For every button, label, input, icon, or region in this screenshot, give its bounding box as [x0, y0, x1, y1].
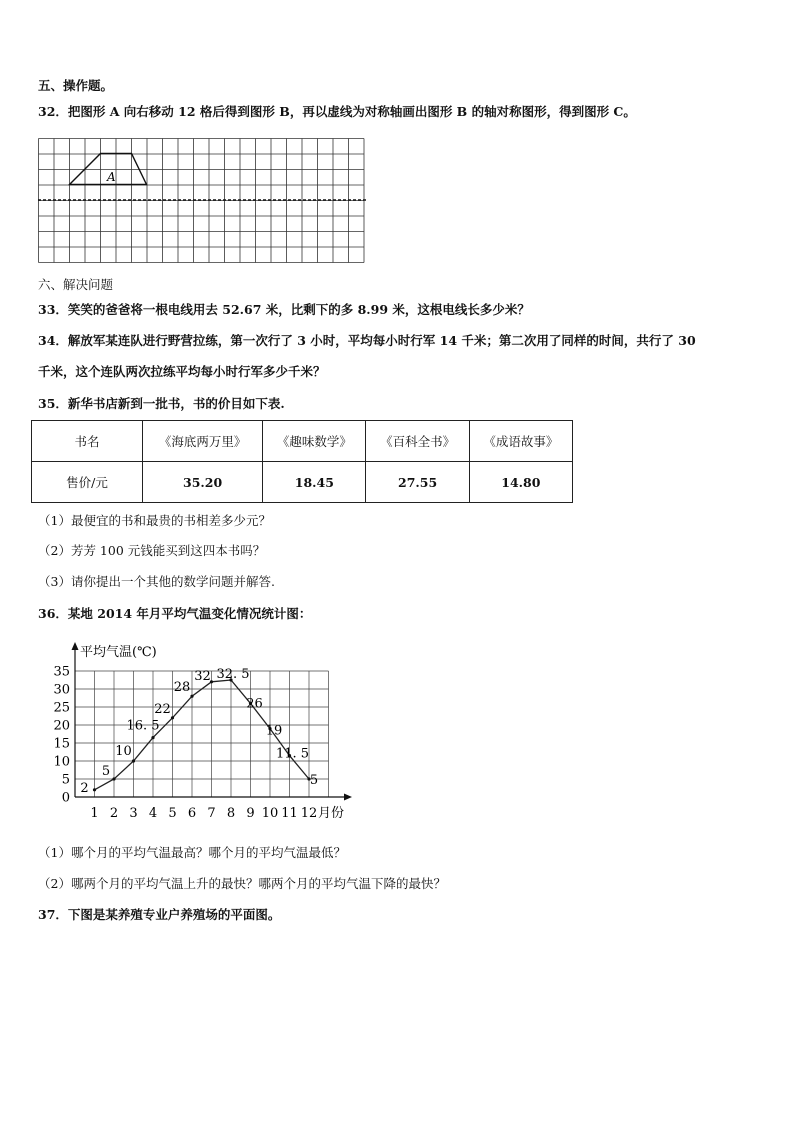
- shape-a-label: A: [107, 170, 116, 184]
- question-36-sub-1: （1）哪个月的平均气温最高？哪个月的平均气温最低？: [38, 845, 346, 860]
- question-35-sub-2: （2）芳芳 100 元钱能买到这四本书吗？: [38, 543, 266, 558]
- x-tick-label: 8: [226, 806, 236, 821]
- question-35-sub-3: （3）请你提出一个其他的数学问题并解答.: [38, 574, 275, 589]
- y-tick-label: 0: [61, 790, 70, 806]
- data-label: 5: [101, 764, 111, 779]
- y-tick-label: 20: [53, 718, 70, 734]
- question-35-sub-1: （1）最便宜的书和最贵的书相差多少元？: [38, 513, 271, 528]
- book-price-table: [31, 420, 573, 503]
- question-36-sub-2: （2）哪两个月的平均气温上升的最快？哪两个月的平均气温下降的最快？: [38, 876, 446, 891]
- data-label: 2: [80, 780, 89, 796]
- table-row: [32, 421, 573, 462]
- x-tick-label: 10: [261, 806, 279, 821]
- data-point: [190, 695, 193, 698]
- x-tick-label: 4: [148, 806, 158, 821]
- data-label: 19: [265, 723, 283, 739]
- x-tick-label: 11: [281, 806, 298, 821]
- y-tick-label: 35: [53, 664, 70, 680]
- data-point: [132, 759, 135, 762]
- temperature-line-chart: [38, 636, 360, 826]
- data-point: [93, 788, 96, 791]
- data-label: 16. 5: [126, 718, 160, 734]
- question-34-line-1: 34．解放军某连队进行野营拉练，第一次行了 3 小时，平均每小时行军 14 千米；第二次用了同样的时间，共行了 30: [38, 333, 696, 348]
- data-label: 32: [194, 668, 211, 684]
- x-tick-label: 1: [90, 806, 99, 821]
- header-label-cell: 书名: [32, 421, 143, 462]
- price-cell: 27.55: [366, 462, 469, 503]
- price-cell: 35.20: [143, 462, 263, 503]
- q32-grid-figure: [38, 138, 366, 263]
- y-tick-label: 30: [53, 682, 70, 698]
- price-cell: 14.80: [469, 462, 572, 503]
- table-row: [32, 462, 573, 503]
- question-34-line-2: 千米，这个连队两次拉练平均每小时行军多少千米？: [38, 364, 326, 379]
- y-tick-label: 25: [53, 700, 70, 716]
- y-tick-label: 10: [53, 754, 70, 770]
- data-label: 5: [309, 773, 319, 788]
- data-point: [151, 736, 154, 739]
- price-cell: 18.45: [263, 462, 366, 503]
- question-37-text: 37．下图是某养殖专业户养殖场的平面图。: [38, 907, 281, 922]
- data-label: 26: [246, 696, 263, 712]
- x-tick-label: 3: [129, 806, 138, 821]
- x-axis-label: 月份: [318, 806, 345, 821]
- x-tick-label: 6: [187, 806, 197, 821]
- book-name-cell: 《成语故事》: [469, 421, 572, 462]
- x-tick-label: 5: [168, 806, 177, 821]
- x-tick-label: 9: [246, 806, 255, 821]
- data-label: 28: [173, 680, 191, 696]
- x-tick-label: 2: [109, 806, 119, 821]
- price-label-cell: 售价/元: [32, 462, 143, 503]
- y-axis-label: 平均气温(℃): [80, 645, 157, 660]
- x-tick-label: 12: [300, 806, 318, 821]
- x-tick-label: 7: [207, 806, 216, 821]
- data-point: [171, 716, 174, 719]
- question-33-text: 33．笑笑的爸爸将一根电线用去 52.67 米，比剩下的多 8.99 米，这根电线长多少米？: [38, 302, 530, 317]
- data-label: 32. 5: [216, 667, 250, 682]
- y-tick-label: 5: [61, 772, 70, 788]
- question-36-text: 36．某地 2014 年月平均气温变化情况统计图：: [38, 606, 312, 621]
- data-label: 11. 5: [275, 746, 310, 762]
- section-6-heading: 六、解决问题: [38, 277, 114, 292]
- question-32-text: 32．把图形 A 向右移动 12 格后得到图形 B，再以虚线为对称轴画出图形 B 的轴对称图形，得到图形 C。: [38, 104, 636, 119]
- section-5-heading: 五、操作题。: [38, 78, 114, 93]
- data-label: 22: [154, 701, 171, 717]
- question-35-text: 35．新华书店新到一批书，书的价目如下表.: [38, 396, 285, 411]
- book-name-cell: 《百科全书》: [366, 421, 469, 462]
- book-name-cell: 《趣味数学》: [263, 421, 366, 462]
- y-tick-label: 15: [53, 736, 70, 752]
- data-label: 10: [115, 744, 132, 759]
- book-name-cell: 《海底两万里》: [143, 421, 263, 462]
- data-point: [112, 777, 115, 780]
